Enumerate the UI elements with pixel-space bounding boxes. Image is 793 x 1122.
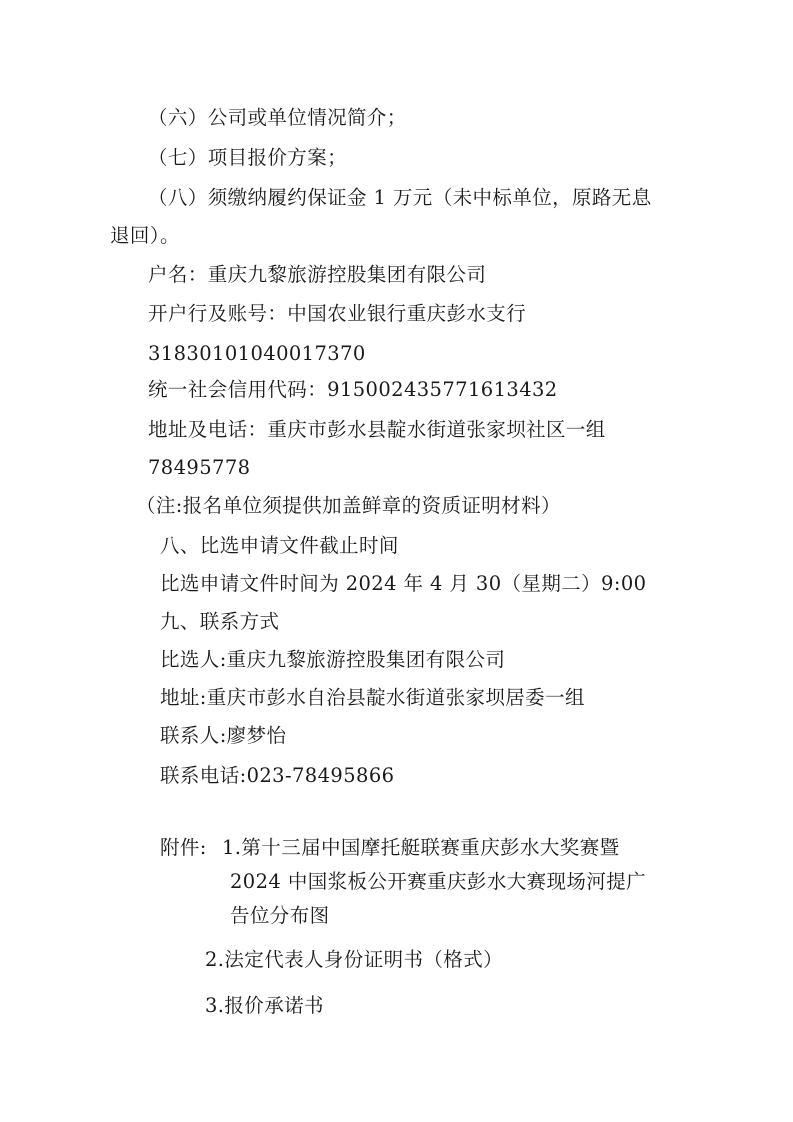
credit-code: 统一社会信用代码：91500243577161343​2 — [148, 378, 558, 401]
account-name: 户名：重庆九黎旅游控股集团有限公司 — [148, 263, 487, 286]
attachment-2: 2.法定代表人身份证明书（格式） — [205, 948, 504, 971]
contact-address: 地址:重庆市彭水自治县靛水街道张家坝居委一组 — [160, 686, 585, 709]
bank-account: 开户行及账号：中国农业银行重庆彭水支行 — [148, 302, 527, 325]
contact-company: 比选人:重庆九黎旅游控股集团有限公司 — [160, 648, 506, 671]
attachment-3: 3.报价承诺书 — [205, 994, 324, 1017]
section-contact-heading: 九、联系方式 — [160, 610, 280, 633]
section-deadline-heading: 八、比选申请文件截止时间 — [160, 534, 399, 557]
contact-person: 联系人:廖梦怡 — [160, 724, 287, 747]
note: （注:报名单位须提供加盖鲜章的资质证明材料） — [136, 494, 561, 517]
address-phone: 地址及电话：重庆市彭水县靛水街道张家坝社区一组 — [148, 418, 606, 441]
account-number: 31830101040017370 — [148, 342, 366, 365]
attachment-1-line2: 2024 中国浆板公开赛重庆彭水大赛现场河提广 — [230, 870, 647, 893]
item-performance-bond-cont: 退回）。 — [110, 224, 180, 247]
attachment-1-line3: 告位分布图 — [230, 904, 330, 927]
phone-number: 78495778 — [148, 456, 251, 479]
item-quote-plan: （七）项目报价方案； — [148, 146, 348, 169]
attachments-label: 附件: — [160, 836, 207, 859]
item-company-intro: （六）公司或单位情况简介； — [148, 106, 407, 129]
deadline-text: 比选申请文件时间为 2024 年 4 月 30（星期二）9:00 — [160, 572, 647, 595]
item-performance-bond: （八）须缴纳履约保证金 1 万元（未中标单位，原路无息 — [148, 186, 652, 209]
contact-phone: 联系电话:023-78495866 — [160, 764, 395, 787]
attachment-1-line1: 1.第十三届中国摩托艇联赛重庆彭水大奖赛暨 — [222, 836, 620, 859]
